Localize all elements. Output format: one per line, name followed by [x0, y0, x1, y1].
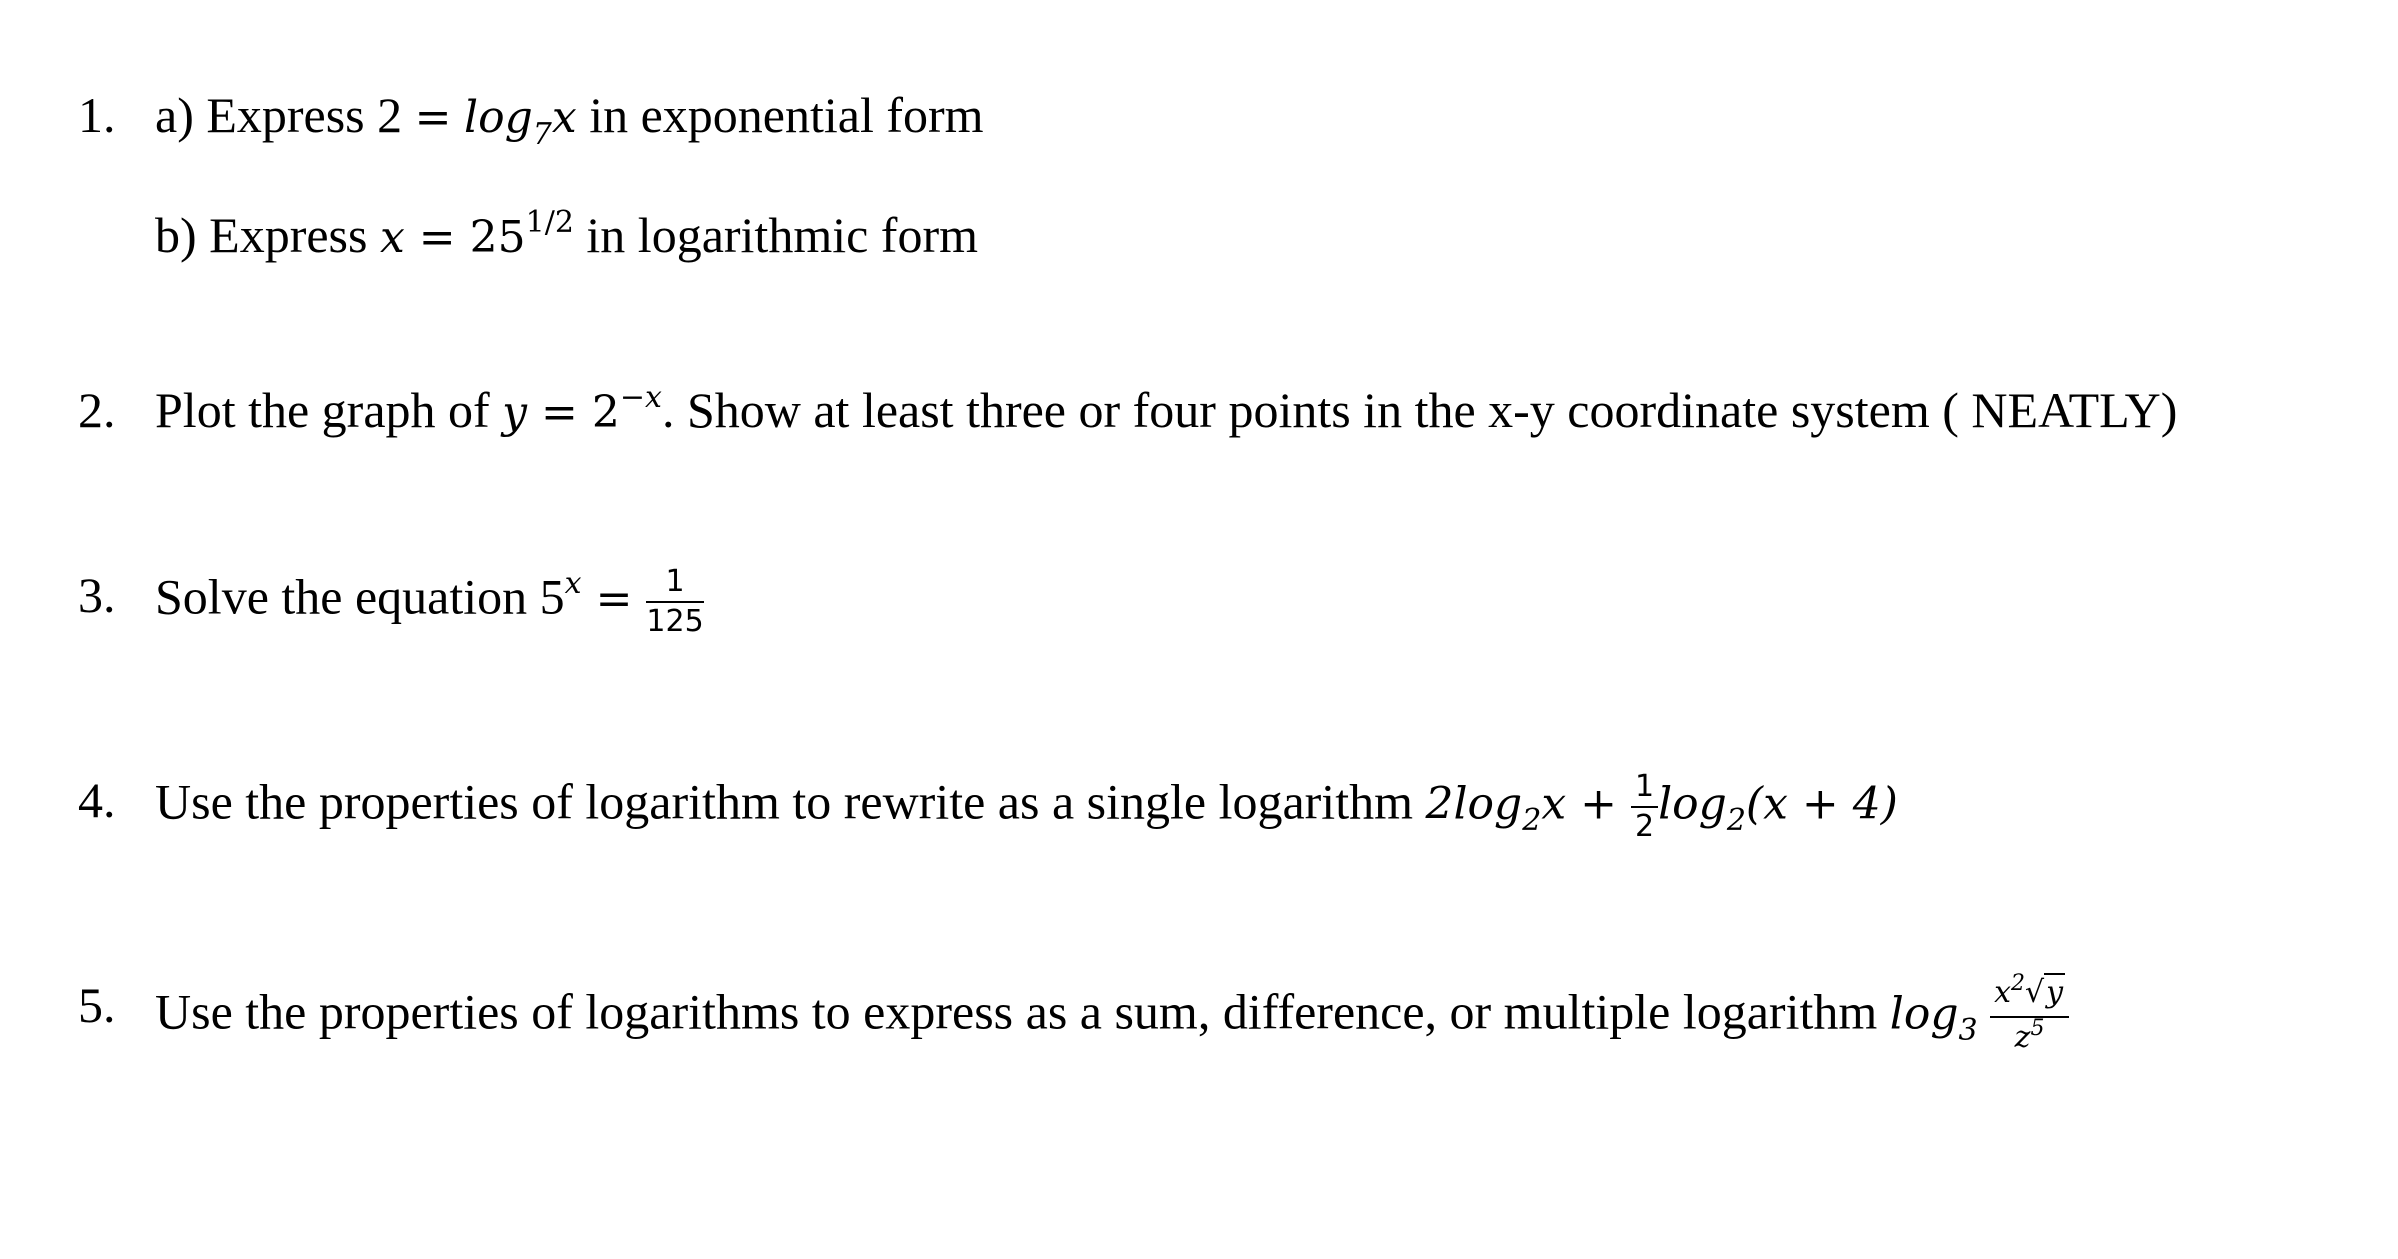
text-suffix: in exponential form	[576, 87, 984, 143]
text-prefix: Plot the graph of	[155, 382, 503, 438]
plus-sign: +	[1566, 778, 1631, 830]
coefficient: 2	[1425, 778, 1454, 830]
power-exponent: 1/2	[525, 205, 574, 240]
denominator-variable: z	[2014, 1020, 2031, 1055]
log-base: 2	[1726, 803, 1746, 839]
fraction	[1631, 770, 1658, 844]
fraction-denominator: 125	[646, 604, 704, 639]
question-number: 5.	[78, 977, 116, 1033]
question-text	[155, 205, 978, 273]
fraction	[1990, 971, 2069, 1059]
question-number: 2.	[78, 382, 116, 438]
question-text	[155, 380, 2177, 448]
radicand: y	[2046, 975, 2064, 1010]
text-prefix: a) Express 2	[155, 87, 415, 143]
fraction-numerator: 1	[646, 565, 703, 603]
equals-sign: =	[581, 573, 647, 625]
question-number: 1.	[78, 87, 116, 143]
question-text	[155, 85, 984, 153]
log-argument: (x + 4)	[1745, 778, 1898, 830]
log-argument: x	[551, 92, 577, 143]
text-prefix: Use the properties of logarithms to express as a sum, difference, or multiple logarithm	[155, 983, 1890, 1040]
question-number: 3.	[78, 567, 116, 623]
numerator-variable: x	[1994, 975, 2011, 1010]
power-base: 2	[591, 387, 620, 438]
text-suffix: in logarithmic form	[573, 207, 978, 263]
fraction-denominator: 2	[1634, 809, 1655, 844]
fraction-denominator	[1990, 1018, 2069, 1059]
log-function: log	[464, 92, 533, 143]
equals-sign: =	[404, 212, 470, 263]
log-base: 2	[1522, 803, 1542, 839]
log-base: 7	[532, 117, 552, 152]
log-function: log	[1658, 778, 1727, 830]
log-base: 3	[1958, 1013, 1978, 1049]
equals-sign: =	[414, 92, 452, 143]
text-prefix: b) Express	[155, 207, 380, 263]
power-exponent: −x	[619, 380, 662, 415]
text-prefix: Use the properties of logarithm to rewrite as a single logarithm	[155, 773, 1426, 830]
power-exponent: x	[564, 566, 582, 602]
question-text	[155, 971, 2069, 1059]
square-root-icon: √	[2025, 975, 2045, 1010]
log-function: log	[1889, 988, 1959, 1040]
log-argument: x	[1541, 778, 1567, 830]
log-function: log	[1453, 778, 1523, 830]
question-number: 4.	[78, 772, 116, 828]
denominator-exponent: 5	[2030, 1016, 2045, 1041]
variable: x	[379, 212, 405, 263]
fraction-numerator: 1	[1631, 770, 1658, 808]
power-base: 25	[469, 212, 526, 263]
variable: y	[502, 387, 528, 438]
fraction-numerator	[1990, 971, 2069, 1018]
question-text	[155, 565, 704, 639]
fraction	[646, 565, 703, 639]
text-prefix: Solve the equation 5	[155, 568, 565, 625]
text-suffix: . Show at least three or four points in the x-y coordinate system ( NEATLY)	[661, 382, 2178, 438]
numerator-exponent: 2	[2011, 971, 2025, 996]
equals-sign: =	[527, 387, 592, 438]
question-text	[155, 770, 1898, 844]
